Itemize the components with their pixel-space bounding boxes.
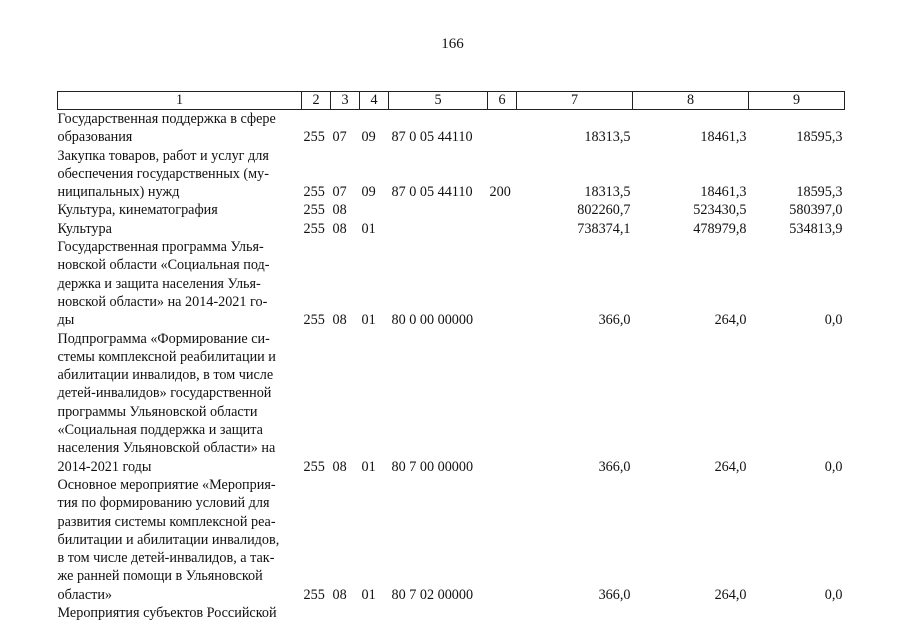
table-body <box>58 110 845 623</box>
header-cell-3: 3 <box>331 92 360 110</box>
section-code-cell: 07 <box>332 129 347 146</box>
header-cell-7: 7 <box>517 92 633 110</box>
amount-col7-cell: 366,0 <box>598 458 631 475</box>
table-row <box>58 476 845 604</box>
amount-col9-cell: 534813,9 <box>789 220 843 237</box>
section-code-cell: 07 <box>332 184 347 201</box>
header-cell-1: 1 <box>58 92 302 110</box>
expense-type-cell <box>488 476 517 604</box>
item-name-cell <box>58 220 302 238</box>
item-name-line: образования <box>57 129 133 146</box>
item-name-line: новской области «Социальная под- <box>57 257 270 274</box>
expense-type-cell <box>488 201 517 219</box>
amount-col7-cell: 802260,7 <box>577 202 631 219</box>
amount-col7-cell: 366,0 <box>598 586 631 603</box>
grbs-code-cell: 255 <box>303 202 325 219</box>
table-row <box>58 147 845 202</box>
subsection-code-cell: 01 <box>361 458 376 475</box>
header-cell-9: 9 <box>749 92 845 110</box>
target-article-cell: 87 0 05 44110 <box>391 129 473 146</box>
item-name-line: Культура <box>57 220 112 237</box>
target-article-cell: 80 7 00 00000 <box>391 458 474 475</box>
target-article-cell <box>389 604 488 622</box>
section-code-cell: 08 <box>332 458 347 475</box>
grbs-code-cell: 255 <box>303 312 325 329</box>
header-row <box>58 92 845 110</box>
amount-col7-cell <box>517 604 633 622</box>
header-cell-8: 8 <box>633 92 749 110</box>
section-code-cell <box>331 604 360 622</box>
amount-col8-cell: 523430,5 <box>693 202 747 219</box>
grbs-code-cell: 255 <box>303 458 325 475</box>
grbs-code-cell: 255 <box>303 129 325 146</box>
amount-col7-cell: 18313,5 <box>584 184 631 201</box>
amount-col9-cell: 0,0 <box>824 586 843 603</box>
item-name-line: детей-инвалидов» государственной <box>57 385 272 402</box>
item-name-cell <box>58 110 302 147</box>
table-row <box>58 604 845 622</box>
amount-col9-cell <box>749 604 845 622</box>
item-name-line: Государственная программа Улья- <box>57 239 264 256</box>
subsection-code-cell: 01 <box>361 220 376 237</box>
table-row <box>58 110 845 147</box>
item-name-line: населения Ульяновской области» на <box>57 440 276 457</box>
item-name-cell <box>58 147 302 202</box>
item-name-line: тия по формированию условий для <box>57 495 270 512</box>
subsection-code-cell: 01 <box>361 312 376 329</box>
amount-col7-cell: 366,0 <box>598 312 631 329</box>
subsection-code-cell <box>360 604 389 622</box>
item-name-line: Мероприятия субъектов Российской <box>57 605 277 622</box>
item-name-line: билитации и абилитации инвалидов, <box>57 531 280 548</box>
grbs-code-cell: 255 <box>303 586 325 603</box>
item-name-line: абилитации инвалидов, в том числе <box>57 367 274 384</box>
amount-col7-cell: 738374,1 <box>577 220 631 237</box>
item-name-line: обеспечения государственных (му- <box>57 165 269 182</box>
item-name-line: Основное мероприятие «Мероприя- <box>57 476 276 493</box>
target-article-cell: 80 0 00 00000 <box>391 312 474 329</box>
table-row <box>58 220 845 238</box>
item-name-line: программы Ульяновской области <box>57 403 258 420</box>
amount-col8-cell: 264,0 <box>714 458 747 475</box>
amount-col8-cell: 264,0 <box>714 586 747 603</box>
section-code-cell: 08 <box>332 586 347 603</box>
amount-col8-cell: 478979,8 <box>693 220 747 237</box>
item-name-line: Культура, кинематография <box>57 202 218 219</box>
item-name-line: Государственная поддержка в сфере <box>57 111 276 127</box>
item-name-line: области» <box>57 586 113 603</box>
amount-col9-cell: 18595,3 <box>796 129 843 146</box>
target-article-cell <box>389 220 488 238</box>
item-name-line: ниципальных) нужд <box>57 184 180 201</box>
amount-col9-cell: 0,0 <box>824 312 843 329</box>
item-name-line: 2014-2021 годы <box>57 458 152 475</box>
budget-table <box>57 91 845 622</box>
amount-col8-cell: 264,0 <box>714 312 747 329</box>
table-row <box>58 238 845 329</box>
header-cell-2: 2 <box>302 92 331 110</box>
header-cell-4: 4 <box>360 92 389 110</box>
header-cell-5: 5 <box>389 92 488 110</box>
grbs-code-cell: 255 <box>303 184 325 201</box>
item-name-line: стемы комплексной реабилитации и <box>57 348 276 365</box>
item-name-line: в том числе детей-инвалидов, а так- <box>57 550 275 567</box>
item-name-cell <box>58 604 302 622</box>
grbs-code-cell <box>302 604 331 622</box>
section-code-cell: 08 <box>332 220 347 237</box>
expense-type-cell <box>488 604 517 622</box>
table-row <box>58 201 845 219</box>
subsection-code-cell: 09 <box>361 184 376 201</box>
amount-col7-cell: 18313,5 <box>584 129 631 146</box>
section-code-cell: 08 <box>332 312 347 329</box>
target-article-cell <box>389 201 488 219</box>
expense-type-cell <box>488 330 517 476</box>
item-name-cell <box>58 476 302 604</box>
item-name-line: ды <box>57 312 75 329</box>
header-cell-6: 6 <box>488 92 517 110</box>
amount-col9-cell: 18595,3 <box>796 184 843 201</box>
item-name-line: Закупка товаров, работ и услуг для <box>57 147 269 164</box>
subsection-code-cell: 01 <box>361 586 376 603</box>
amount-col8-cell <box>633 604 749 622</box>
target-article-cell: 80 7 02 00000 <box>391 586 474 603</box>
item-name-line: новской области» на 2014-2021 го- <box>57 293 268 310</box>
amount-col8-cell: 18461,3 <box>700 184 747 201</box>
item-name-line: же ранней помощи в Ульяновской <box>57 568 263 585</box>
item-name-line: «Социальная поддержка и защита <box>57 422 263 439</box>
item-name-line: Подпрограмма «Формирование си- <box>57 330 270 347</box>
subsection-code-cell <box>360 201 389 219</box>
table-header <box>58 92 845 110</box>
subsection-code-cell: 09 <box>361 129 376 146</box>
expense-type-cell: 200 <box>489 184 511 201</box>
section-code-cell: 08 <box>332 202 347 219</box>
grbs-code-cell: 255 <box>303 220 325 237</box>
item-name-line: держка и защита населения Улья- <box>57 275 261 292</box>
amount-col8-cell: 18461,3 <box>700 129 747 146</box>
item-name-line: развития системы комплексной реа- <box>57 513 276 530</box>
page-number: 166 <box>441 36 464 52</box>
expense-type-cell <box>488 110 517 147</box>
target-article-cell: 87 0 05 44110 <box>391 184 473 201</box>
amount-col9-cell: 580397,0 <box>789 202 843 219</box>
item-name-cell <box>58 238 302 329</box>
amount-col9-cell: 0,0 <box>824 458 843 475</box>
expense-type-cell <box>488 220 517 238</box>
table-row <box>58 330 845 476</box>
expense-type-cell <box>488 238 517 329</box>
item-name-cell <box>58 330 302 476</box>
item-name-cell <box>58 201 302 219</box>
